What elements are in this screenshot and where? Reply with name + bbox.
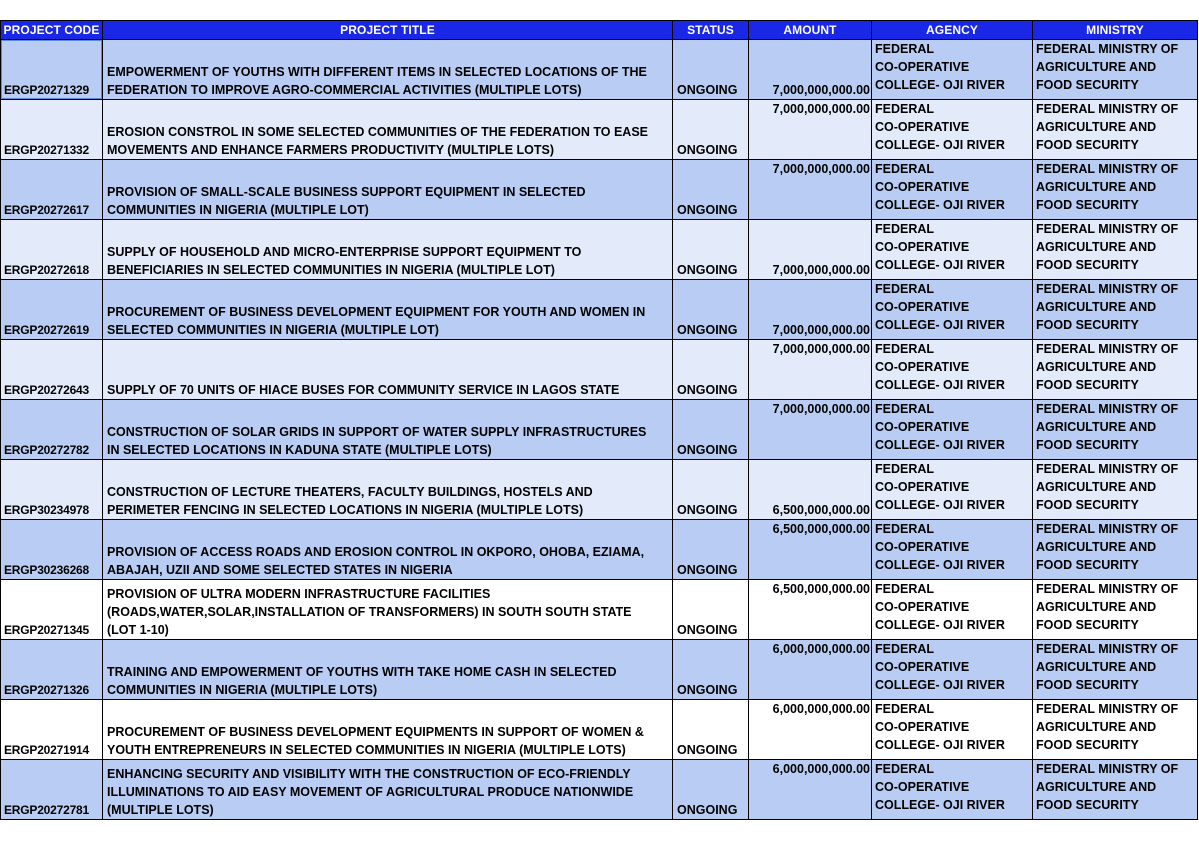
amount-cell: 6,000,000,000.00 (749, 760, 872, 820)
project-title-line: IN SELECTED LOCATIONS IN KADUNA STATE (MULTIPLE LOTS) (107, 443, 492, 457)
project-code-cell: ERGP20271332 (1, 100, 103, 160)
ministry-line: AGRICULTURE AND (1036, 720, 1157, 734)
status-cell: ONGOING (673, 520, 749, 580)
ministry-cell (1033, 640, 1198, 700)
ministry-cell (1033, 340, 1198, 400)
header-ministry: MINISTRY (1033, 21, 1198, 40)
status-cell: ONGOING (673, 40, 749, 100)
project-code-cell: ERGP20272643 (1, 340, 103, 400)
agency-line: FEDERAL (875, 282, 935, 296)
project-title-line: BENEFICIARIES IN SELECTED COMMUNITIES IN NIGERIA (MULTIPLE LOT) (107, 263, 555, 277)
status-cell: ONGOING (673, 280, 749, 340)
project-title-cell (103, 100, 673, 160)
project-title-cell (103, 520, 673, 580)
status-cell: ONGOING (673, 580, 749, 640)
status-cell: ONGOING (673, 400, 749, 460)
ministry-line: FOOD SECURITY (1036, 318, 1139, 332)
table-row (1, 580, 1198, 640)
ministry-cell (1033, 700, 1198, 760)
amount-cell: 6,500,000,000.00 (749, 520, 872, 580)
ministry-line: AGRICULTURE AND (1036, 60, 1157, 74)
agency-line: CO-OPERATIVE (875, 600, 970, 614)
table-row (1, 460, 1198, 520)
project-title-cell (103, 700, 673, 760)
table-row (1, 280, 1198, 340)
agency-cell (872, 340, 1033, 400)
agency-line: CO-OPERATIVE (875, 300, 970, 314)
project-title-line: PERIMETER FENCING IN SELECTED LOCATIONS IN NIGERIA (MULTIPLE LOTS) (107, 503, 584, 517)
project-title-line: MOVEMENTS AND ENHANCE FARMERS PRODUCTIVITY (MULTIPLE LOTS) (107, 143, 554, 157)
ministry-line: AGRICULTURE AND (1036, 180, 1157, 194)
agency-line: CO-OPERATIVE (875, 480, 970, 494)
project-title-cell (103, 580, 673, 640)
ministry-line: FEDERAL MINISTRY OF (1036, 342, 1179, 356)
project-code-cell: ERGP20271345 (1, 580, 103, 640)
project-title-cell (103, 460, 673, 520)
table-row (1, 100, 1198, 160)
ministry-line: FOOD SECURITY (1036, 738, 1139, 752)
agency-line: COLLEGE- OJI RIVER (875, 438, 1005, 452)
ministry-line: FOOD SECURITY (1036, 798, 1139, 812)
header-project-title: PROJECT TITLE (103, 21, 673, 40)
agency-line: COLLEGE- OJI RIVER (875, 558, 1005, 572)
agency-line: CO-OPERATIVE (875, 420, 970, 434)
agency-line: FEDERAL (875, 102, 935, 116)
agency-cell (872, 580, 1033, 640)
ministry-line: FEDERAL MINISTRY OF (1036, 42, 1179, 56)
project-title-line: PROVISION OF ACCESS ROADS AND EROSION CONTROL IN OKPORO, OHOBA, EZIAMA, (107, 545, 645, 559)
agency-line: COLLEGE- OJI RIVER (875, 78, 1005, 92)
amount-cell: 6,000,000,000.00 (749, 700, 872, 760)
ministry-line: FOOD SECURITY (1036, 618, 1139, 632)
project-code-cell: ERGP20272782 (1, 400, 103, 460)
ministry-line: FEDERAL MINISTRY OF (1036, 702, 1179, 716)
amount-cell: 7,000,000,000.00 (749, 220, 872, 280)
project-title-line: ABAJAH, UZII AND SOME SELECTED STATES IN NIGERIA (107, 563, 453, 577)
project-code-cell: ERGP30236268 (1, 520, 103, 580)
agency-line: CO-OPERATIVE (875, 540, 970, 554)
ministry-line: FEDERAL MINISTRY OF (1036, 162, 1179, 176)
ministry-line: FOOD SECURITY (1036, 678, 1139, 692)
agency-line: COLLEGE- OJI RIVER (875, 258, 1005, 272)
agency-line: CO-OPERATIVE (875, 660, 970, 674)
project-code-cell: ERGP30234978 (1, 460, 103, 520)
ministry-line: FOOD SECURITY (1036, 558, 1139, 572)
ministry-cell (1033, 40, 1198, 100)
ministry-line: AGRICULTURE AND (1036, 780, 1157, 794)
agency-line: FEDERAL (875, 762, 935, 776)
agency-line: COLLEGE- OJI RIVER (875, 798, 1005, 812)
table-row (1, 220, 1198, 280)
project-title-cell (103, 220, 673, 280)
project-code-cell: ERGP20272619 (1, 280, 103, 340)
ministry-line: FOOD SECURITY (1036, 258, 1139, 272)
project-title-cell (103, 640, 673, 700)
status-cell: ONGOING (673, 760, 749, 820)
project-title-line: (LOT 1-10) (107, 623, 169, 637)
ministry-line: AGRICULTURE AND (1036, 360, 1157, 374)
project-title-line: YOUTH ENTREPRENEURS IN SELECTED COMMUNITIES IN NIGERIA (MULTIPLE LOTS) (107, 743, 626, 757)
project-title-cell (103, 400, 673, 460)
table-row (1, 340, 1198, 400)
project-title-line: EMPOWERMENT OF YOUTHS WITH DIFFERENT ITEMS IN SELECTED LOCATIONS OF THE (107, 65, 647, 79)
project-title-cell (103, 160, 673, 220)
status-cell: ONGOING (673, 220, 749, 280)
project-title-line: FEDERATION TO IMPROVE AGRO-COMMERCIAL ACTIVITIES (MULTIPLE LOTS) (107, 83, 582, 97)
agency-cell (872, 400, 1033, 460)
project-title-line: TRAINING AND EMPOWERMENT OF YOUTHS WITH TAKE HOME CASH IN SELECTED (107, 665, 617, 679)
ministry-line: FEDERAL MINISTRY OF (1036, 462, 1179, 476)
ministry-line: AGRICULTURE AND (1036, 420, 1157, 434)
project-code-cell: ERGP20271329 (1, 40, 103, 100)
agency-line: FEDERAL (875, 162, 935, 176)
project-title-line: CONSTRUCTION OF LECTURE THEATERS, FACULTY BUILDINGS, HOSTELS AND (107, 485, 593, 499)
project-code-cell: ERGP20271326 (1, 640, 103, 700)
agency-line: COLLEGE- OJI RIVER (875, 318, 1005, 332)
ministry-cell (1033, 100, 1198, 160)
projects-table-container (0, 20, 1197, 820)
amount-cell: 7,000,000,000.00 (749, 340, 872, 400)
status-cell: ONGOING (673, 100, 749, 160)
agency-line: COLLEGE- OJI RIVER (875, 738, 1005, 752)
project-code-cell: ERGP20271914 (1, 700, 103, 760)
ministry-line: AGRICULTURE AND (1036, 300, 1157, 314)
ministry-line: FEDERAL MINISTRY OF (1036, 222, 1179, 236)
agency-line: CO-OPERATIVE (875, 120, 970, 134)
project-title-line: ENHANCING SECURITY AND VISIBILITY WITH THE CONSTRUCTION OF ECO-FRIENDLY (107, 767, 631, 781)
status-cell: ONGOING (673, 340, 749, 400)
agency-line: CO-OPERATIVE (875, 60, 970, 74)
agency-line: CO-OPERATIVE (875, 360, 970, 374)
ministry-line: FOOD SECURITY (1036, 138, 1139, 152)
agency-cell (872, 100, 1033, 160)
agency-line: COLLEGE- OJI RIVER (875, 498, 1005, 512)
ministry-line: FOOD SECURITY (1036, 198, 1139, 212)
ministry-line: FEDERAL MINISTRY OF (1036, 282, 1179, 296)
table-header-row (1, 21, 1198, 40)
ministry-line: AGRICULTURE AND (1036, 660, 1157, 674)
project-title-line: PROCUREMENT OF BUSINESS DEVELOPMENT EQUIPMENTS IN SUPPORT OF WOMEN & (107, 725, 644, 739)
status-cell: ONGOING (673, 460, 749, 520)
agency-line: CO-OPERATIVE (875, 240, 970, 254)
agency-cell (872, 40, 1033, 100)
ministry-cell (1033, 580, 1198, 640)
ministry-line: FEDERAL MINISTRY OF (1036, 642, 1179, 656)
ministry-cell (1033, 760, 1198, 820)
amount-cell: 7,000,000,000.00 (749, 100, 872, 160)
ministry-line: FOOD SECURITY (1036, 438, 1139, 452)
ministry-line: AGRICULTURE AND (1036, 600, 1157, 614)
agency-line: COLLEGE- OJI RIVER (875, 198, 1005, 212)
ministry-line: FOOD SECURITY (1036, 78, 1139, 92)
table-row (1, 520, 1198, 580)
ministry-line: FEDERAL MINISTRY OF (1036, 762, 1179, 776)
agency-cell (872, 160, 1033, 220)
header-agency: AGENCY (872, 21, 1033, 40)
amount-cell: 7,000,000,000.00 (749, 160, 872, 220)
ministry-line: FEDERAL MINISTRY OF (1036, 522, 1179, 536)
agency-line: FEDERAL (875, 42, 935, 56)
amount-cell: 7,000,000,000.00 (749, 280, 872, 340)
agency-line: FEDERAL (875, 462, 935, 476)
project-title-line: PROVISION OF SMALL-SCALE BUSINESS SUPPORT EQUIPMENT IN SELECTED (107, 185, 586, 199)
project-title-line: CONSTRUCTION OF SOLAR GRIDS IN SUPPORT OF WATER SUPPLY INFRASTRUCTURES (107, 425, 647, 439)
table-row (1, 640, 1198, 700)
agency-line: FEDERAL (875, 522, 935, 536)
project-title-line: (MULTIPLE LOTS) (107, 803, 214, 817)
table-row (1, 760, 1198, 820)
agency-line: FEDERAL (875, 582, 935, 596)
agency-line: COLLEGE- OJI RIVER (875, 618, 1005, 632)
project-code-cell: ERGP20272781 (1, 760, 103, 820)
project-title-cell (103, 40, 673, 100)
table-row (1, 160, 1198, 220)
agency-line: COLLEGE- OJI RIVER (875, 138, 1005, 152)
ministry-line: FEDERAL MINISTRY OF (1036, 402, 1179, 416)
status-cell: ONGOING (673, 700, 749, 760)
project-title-cell (103, 760, 673, 820)
project-title-line: SUPPLY OF 70 UNITS OF HIACE BUSES FOR COMMUNITY SERVICE IN LAGOS STATE (107, 383, 620, 397)
project-title-line: PROCUREMENT OF BUSINESS DEVELOPMENT EQUIPMENT FOR YOUTH AND WOMEN IN (107, 305, 646, 319)
amount-cell: 6,500,000,000.00 (749, 580, 872, 640)
ministry-line: AGRICULTURE AND (1036, 240, 1157, 254)
projects-table (0, 20, 1198, 820)
agency-line: FEDERAL (875, 642, 935, 656)
project-title-line: SUPPLY OF HOUSEHOLD AND MICRO-ENTERPRISE SUPPORT EQUIPMENT TO (107, 245, 582, 259)
amount-cell: 7,000,000,000.00 (749, 40, 872, 100)
agency-cell (872, 280, 1033, 340)
status-cell: ONGOING (673, 640, 749, 700)
ministry-line: AGRICULTURE AND (1036, 540, 1157, 554)
project-title-line: EROSION CONSTROL IN SOME SELECTED COMMUNITIES OF THE FEDERATION TO EASE (107, 125, 649, 139)
amount-cell: 7,000,000,000.00 (749, 400, 872, 460)
ministry-cell (1033, 520, 1198, 580)
project-code-cell: ERGP20272617 (1, 160, 103, 220)
ministry-line: AGRICULTURE AND (1036, 480, 1157, 494)
ministry-cell (1033, 280, 1198, 340)
ministry-line: FEDERAL MINISTRY OF (1036, 582, 1179, 596)
ministry-cell (1033, 220, 1198, 280)
project-title-line: COMMUNITIES IN NIGERIA (MULTIPLE LOT) (107, 203, 369, 217)
ministry-cell (1033, 400, 1198, 460)
table-row (1, 40, 1198, 100)
agency-cell (872, 700, 1033, 760)
ministry-line: FEDERAL MINISTRY OF (1036, 102, 1179, 116)
ministry-cell (1033, 160, 1198, 220)
project-title-cell (103, 280, 673, 340)
table-row (1, 400, 1198, 460)
agency-line: FEDERAL (875, 222, 935, 236)
project-title-line: PROVISION OF ULTRA MODERN INFRASTRUCTURE FACILITIES (107, 587, 491, 601)
ministry-line: FOOD SECURITY (1036, 378, 1139, 392)
agency-line: FEDERAL (875, 702, 935, 716)
agency-line: FEDERAL (875, 342, 935, 356)
header-amount: AMOUNT (749, 21, 872, 40)
ministry-line: AGRICULTURE AND (1036, 120, 1157, 134)
status-cell: ONGOING (673, 160, 749, 220)
project-code-cell: ERGP20272618 (1, 220, 103, 280)
agency-cell (872, 520, 1033, 580)
agency-line: COLLEGE- OJI RIVER (875, 678, 1005, 692)
amount-cell: 6,000,000,000.00 (749, 640, 872, 700)
agency-line: CO-OPERATIVE (875, 780, 970, 794)
agency-line: CO-OPERATIVE (875, 720, 970, 734)
ministry-line: FOOD SECURITY (1036, 498, 1139, 512)
project-title-line: (ROADS,WATER,SOLAR,INSTALLATION OF TRANSFORMERS) IN SOUTH SOUTH STATE (107, 605, 632, 619)
project-title-cell (103, 340, 673, 400)
project-title-line: COMMUNITIES IN NIGERIA (MULTIPLE LOTS) (107, 683, 378, 697)
table-body (1, 40, 1198, 820)
agency-line: COLLEGE- OJI RIVER (875, 378, 1005, 392)
agency-cell (872, 760, 1033, 820)
amount-cell: 6,500,000,000.00 (749, 460, 872, 520)
agency-cell (872, 220, 1033, 280)
project-title-line: ILLUMINATIONS TO AID EASY MOVEMENT OF AGRICULTURAL PRODUCE NATIONWIDE (107, 785, 634, 799)
agency-line: FEDERAL (875, 402, 935, 416)
header-project-code: PROJECT CODE (1, 21, 103, 40)
agency-cell (872, 640, 1033, 700)
agency-line: CO-OPERATIVE (875, 180, 970, 194)
table-row (1, 700, 1198, 760)
ministry-cell (1033, 460, 1198, 520)
header-status: STATUS (673, 21, 749, 40)
project-title-line: SELECTED COMMUNITIES IN NIGERIA (MULTIPLE LOT) (107, 323, 439, 337)
agency-cell (872, 460, 1033, 520)
